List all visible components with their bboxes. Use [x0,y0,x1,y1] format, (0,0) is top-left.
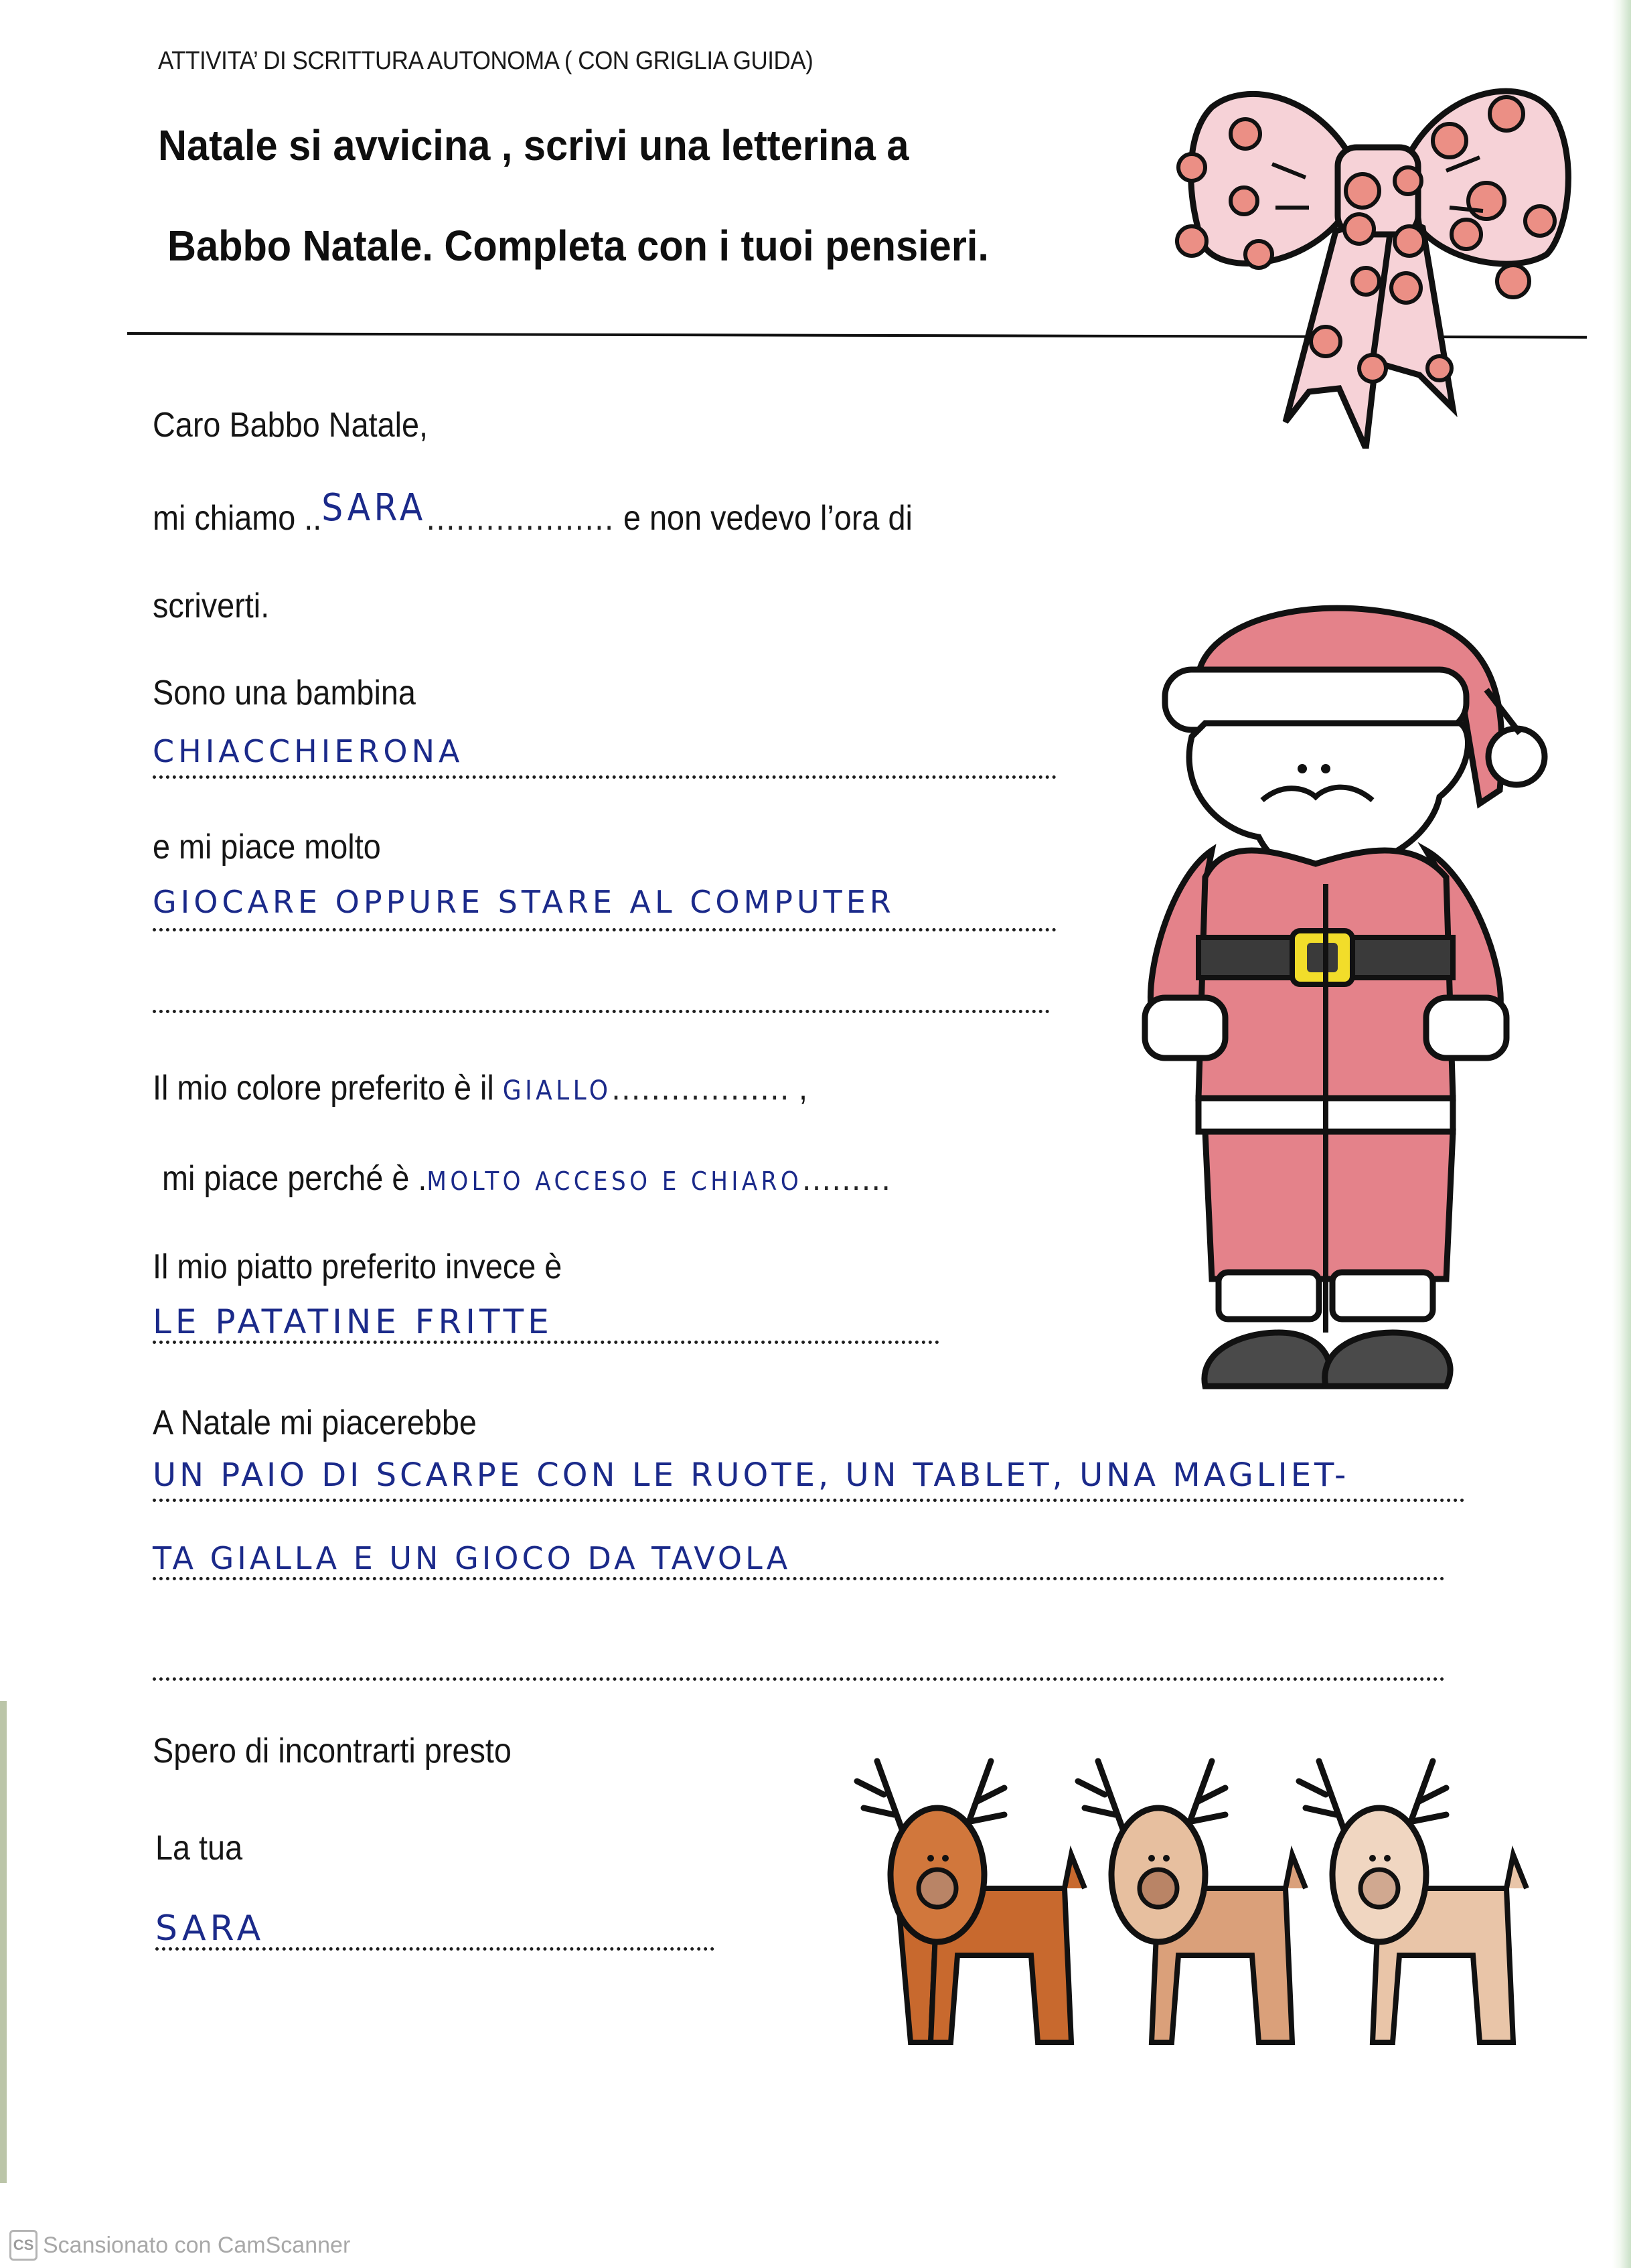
name-line [153,486,913,539]
camscanner-text: Scansionato con CamScanner [43,2232,351,2258]
piace-field[interactable] [153,884,895,927]
natale-field-line-1[interactable] [153,1456,1350,1501]
colore-prefix: Il mio colore preferito è il [153,1069,503,1108]
piatto-value: LE PATATINE FRITTE [153,1302,553,1341]
piace-dotted-line [153,928,1057,931]
camscanner-logo-icon: CS [9,2230,37,2261]
worksheet-title-line-1: Natale si avvicina , scrivi una letterina a [158,121,909,169]
signoff-line: La tua [155,1829,243,1868]
perche-line [162,1158,891,1199]
camscanner-watermark [9,2230,350,2261]
colore-suffix: , [789,1069,807,1108]
name-value[interactable]: SARA [321,486,426,530]
piatto-label: Il mio piatto preferito invece è [153,1248,562,1286]
signature-dotted-line [155,1947,714,1951]
bambina-field[interactable] [153,733,464,776]
perche-dots: ......... [802,1159,892,1198]
bambina-value: CHIACCHIERONA [153,733,464,769]
reindeer-icon [857,1761,1085,2042]
signature-value: SARA [155,1908,265,1949]
worksheet-title-line-2: Babbo Natale. Completa con i tuoi pensieri. [167,222,989,270]
piace-label: e mi piace molto [153,828,381,866]
scan-edge-left [0,1701,7,2183]
natale-dotted-line-1 [153,1499,1465,1502]
natale-dotted-line-2 [153,1577,1445,1580]
natale-value-1: UN PAIO DI SCARPE CON LE RUOTE, UN TABLET, UNA MAGLIET- [153,1456,1350,1494]
scan-edge-right [1612,0,1631,2268]
colore-dots: .................. [611,1069,790,1108]
natale-label: A Natale mi piacerebbe [153,1404,477,1442]
reindeer-icon [1299,1761,1527,2042]
worksheet-subtitle: ATTIVITA’ DI SCRITTURA AUTONOMA ( CON GRIGLIA GUIDA) [158,47,813,75]
bow-icon [1165,74,1594,449]
closing-line: Spero di incontrarti presto [153,1732,512,1770]
piace-value: GIOCARE OPPURE STARE AL COMPUTER [153,884,895,920]
natale-dotted-line-3[interactable] [153,1677,1445,1681]
perche-value[interactable]: MOLTO ACCESO E CHIARO [426,1166,803,1196]
bambina-dotted-line [153,775,1057,779]
greeting: Caro Babbo Natale, [153,406,429,445]
piace-extra-dotted-line[interactable] [153,1010,1050,1013]
bambina-label: Sono una bambina [153,674,416,712]
santa-icon [1125,596,1553,1393]
colore-value[interactable]: GIALLO [502,1075,612,1106]
perche-prefix: mi piace perché è . [162,1159,427,1198]
piatto-dotted-line [153,1341,939,1344]
colore-line [153,1068,807,1108]
reindeer-group-icon [837,1734,1540,2069]
reindeer-icon [1078,1761,1306,2042]
scriverti-line: scriverti. [153,587,270,625]
name-suffix: e non vedevo l’ora di [614,499,913,538]
name-dots: ................... [426,499,615,538]
natale-value-2: TA GIALLA E UN GIOCO DA TAVOLA [153,1540,791,1576]
name-prefix: mi chiamo .. [153,499,322,538]
